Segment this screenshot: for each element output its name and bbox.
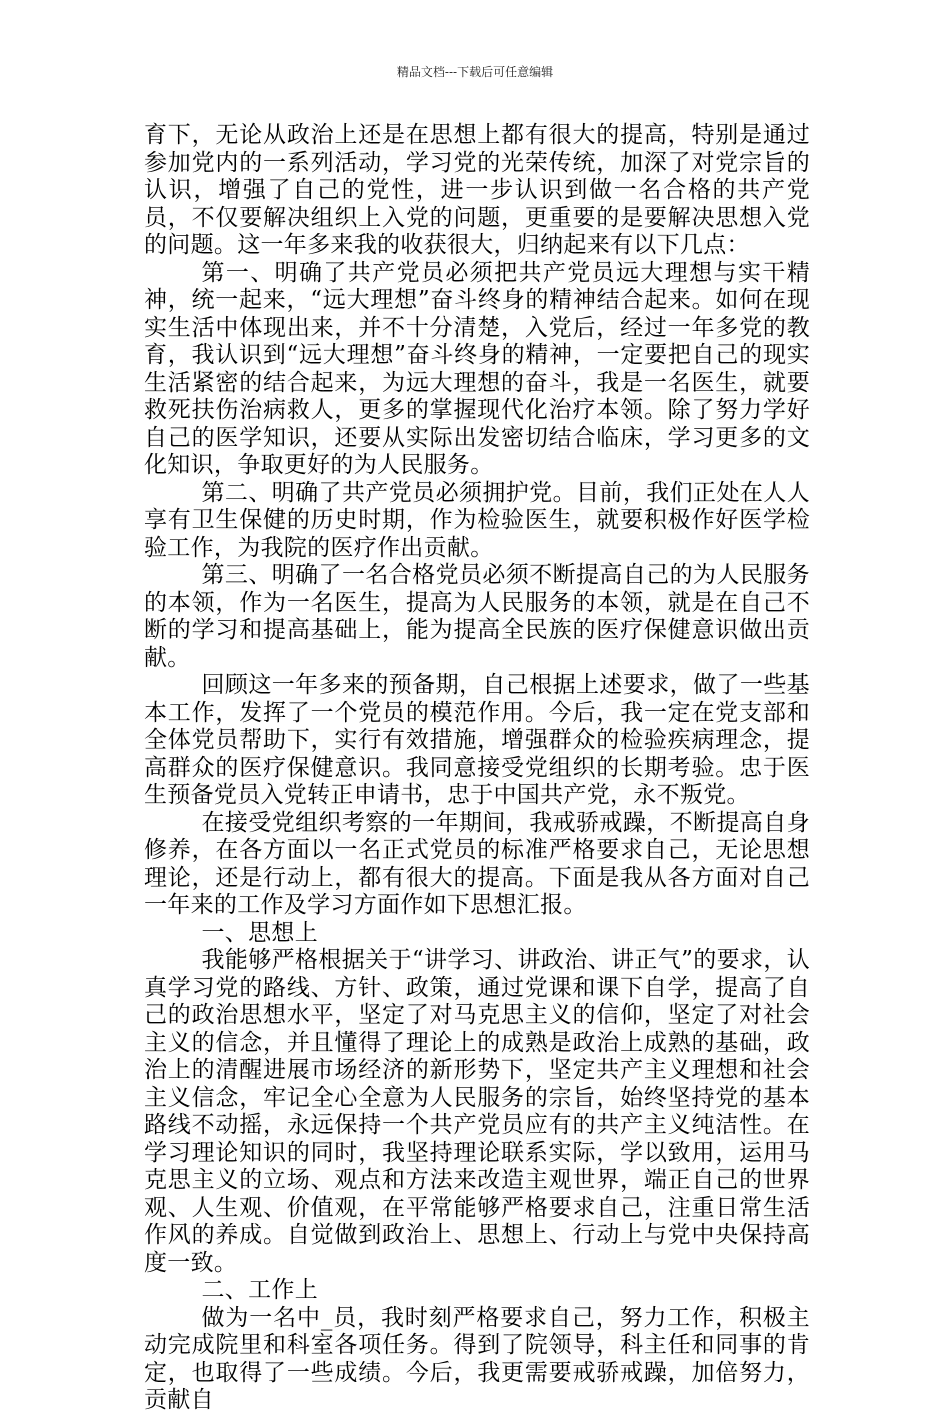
page-header: 精品文档---下载后可任意编辑 (396, 65, 554, 79)
paragraph: 第一、明确了共产党员必须把共产党员远大理想与实干精神，统一起来，“远大理想”奋斗终身的精神结合起来。如何在现实生活中体现出来，并不十分清楚，入党后，经过一年多党的教育，我认识到“远大理想”奋斗终身的精神，一定要把自己的现实生活紧密的结合起来，为远大理想的奋斗，我是一名医生，就要救死扶伤治病救人，更多的掌握现代化治疗本领。除了努力学好自己的医学知识，还要从实际出发密切结合临床，学习更多的文化知识，争取更好的为人民服务。 (144, 259, 810, 478)
document-body (144, 122, 810, 1415)
paragraph: 做为一名中_员，我时刻严格要求自己，努力工作，积极主动完成院里和科室各项任务。得到了院领导，科主任和同事的肯定，也取得了一些成绩。今后，我更需要戒骄戒躁，加倍努力，贡献自 (144, 1304, 810, 1413)
paragraph: 我能够严格根据关于“讲学习、讲政治、讲正气”的要求，认真学习党的路线、方针、政策，通过党课和课下自学，提高了自己的政治思想水平，坚定了对马克思主义的信仰，坚定了对社会主义的信念，并且懂得了理论上的成熟是政治上成熟的基础，政治上的清醒进展市场经济的新形势下，坚定共产主义理想和社会主义信念，牢记全心全意为人民服务的宗旨，始终坚持党的基本路线不动摇，永远保持一个共产党员应有的共产主义纯洁性。在学习理论知识的同时，我坚持理论联系实际，学以致用，运用马克思主义的立场、观点和方法来改造主观世界，端正自己的世界观、人生观、价值观，在平常能够严格要求自己，注重日常生活作风的养成。自觉做到政治上、思想上、行动上与党中央保持高度一致。 (144, 947, 810, 1276)
section-heading: 二、工作上 (201, 1277, 318, 1303)
paragraph: 第二、明确了共产党员必须拥护党。目前，我们正处在人人享有卫生保健的历史时期，作为检验医生，就要积极作好医学检验工作，为我院的医疗作出贡献。 (144, 479, 810, 561)
paragraph: 第三、明确了一名合格党员必须不断提高自己的为人民服务的本领，作为一名医生，提高为人民服务的本领，就是在自己不断的学习和提高基础上，能为提高全民族的医疗保健意识做出贡献。 (144, 562, 810, 671)
section-heading: 一、思想上 (201, 919, 318, 946)
paragraph: 育下，无论从政治上还是在思想上都有很大的提高，特别是通过参加党内的一系列活动，学习党的光荣传统，加深了对党宗旨的认识，增强了自己的党性，进一步认识到做一名合格的共产党员，不仅要解决组织上入党的问题，更重要的是要解决思想入党的问题。这一年多来我的收获很大，归纳起来有以下几点： (144, 122, 810, 258)
paragraph: 在接受党组织考察的一年期间，我戒骄戒躁，不断提高自身修养，在各方面以一名正式党员的标准严格要求自己，无论思想理论，还是行动上，都有很大的提高。下面是我从各方面对自己一年来的工作及学习方面作如下思想汇报。 (144, 809, 810, 918)
paragraph: 回顾这一年多来的预备期，自己根据上述要求，做了一些基本工作，发挥了一个党员的模范作用。今后，我一定在党支部和全体党员帮助下，实行有效措施，增强群众的检验疾病理念，提高群众的医疗保健意识。我同意接受党组织的长期考验。忠于医生预备党员入党转正申请书，忠于中国共产党，永不叛党。 (144, 672, 810, 808)
